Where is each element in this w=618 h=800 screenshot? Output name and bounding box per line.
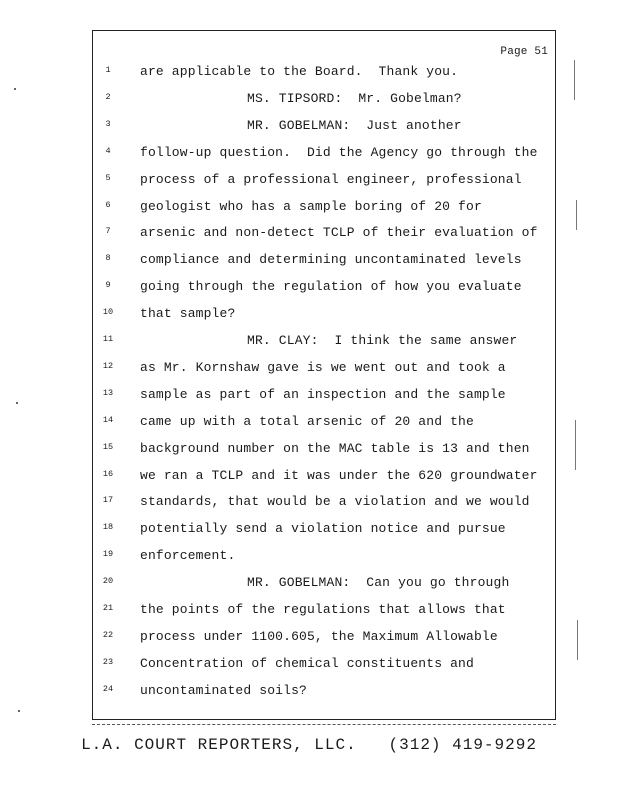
line-text: came up with a total arsenic of 20 and the: [140, 413, 474, 429]
transcript-line: [0, 575, 618, 601]
line-text: as Mr. Kornshaw gave is we went out and took a: [140, 359, 506, 375]
line-number: 19: [102, 549, 114, 560]
transcript-line: [0, 494, 618, 520]
transcript-line: [0, 360, 618, 386]
line-number: 17: [102, 495, 114, 506]
line-number: 16: [102, 468, 114, 479]
bottom-divider: [92, 724, 556, 725]
scan-edge-mark: [577, 620, 578, 660]
line-text: enforcement.: [140, 548, 236, 564]
line-number: 5: [105, 172, 111, 183]
line-number: 21: [102, 603, 114, 613]
line-text: process under 1100.605, the Maximum Allowable: [140, 628, 498, 644]
transcript-line: [0, 629, 618, 655]
line-number: 13: [102, 387, 114, 398]
speaker-line-text: MR. GOBELMAN: Can you go through: [247, 575, 510, 591]
transcript-line: [0, 64, 618, 90]
scan-speck: [18, 710, 20, 712]
line-text: going through the regulation of how you evaluate: [140, 279, 522, 295]
transcript-line: [0, 602, 618, 628]
transcript-line: [0, 414, 618, 440]
line-text: process of a professional engineer, professional: [140, 171, 522, 187]
transcript-line: [0, 306, 618, 332]
line-number: 6: [105, 199, 111, 210]
line-text: standards, that would be a violation and we would: [140, 494, 530, 510]
transcript-line: [0, 145, 618, 171]
line-number: 18: [102, 522, 114, 533]
scan-edge-mark: [574, 60, 575, 100]
transcript-line: [0, 656, 618, 682]
line-text: the points of the regulations that allows that: [140, 602, 506, 617]
line-number: 22: [102, 629, 114, 640]
transcript-line: [0, 333, 618, 359]
transcript-line: [0, 279, 618, 305]
line-number: 1: [105, 65, 111, 75]
transcript-line: [0, 91, 618, 117]
line-number: 7: [105, 226, 111, 237]
court-reporter-footer: L.A. COURT REPORTERS, LLC. (312) 419-9292: [81, 736, 537, 754]
line-number: 4: [105, 145, 111, 156]
line-number: 8: [105, 253, 111, 264]
line-text: uncontaminated soils?: [140, 682, 307, 698]
scan-edge-mark: [576, 200, 577, 230]
speaker-line-text: MR. CLAY: I think the same answer: [247, 333, 518, 348]
line-number: 20: [102, 576, 114, 587]
line-number: 3: [105, 118, 111, 129]
line-number: 15: [102, 441, 114, 452]
line-text: we ran a TCLP and it was under the 620 groundwater: [140, 467, 538, 483]
transcript-line: [0, 441, 618, 467]
line-number: 24: [102, 683, 114, 694]
transcript-line: [0, 252, 618, 278]
line-number: 23: [102, 656, 114, 667]
transcript-line: [0, 548, 618, 574]
page-number: Page 51: [500, 46, 548, 58]
transcript-line: [0, 521, 618, 547]
line-number: 11: [102, 334, 114, 344]
line-number: 10: [102, 307, 114, 318]
line-text: background number on the MAC table is 13 and then: [140, 440, 530, 456]
scan-edge-mark: [575, 420, 576, 470]
transcript-line: [0, 387, 618, 413]
transcript-line: [0, 172, 618, 198]
line-text: Concentration of chemical constituents and: [140, 655, 474, 671]
line-text: sample as part of an inspection and the sample: [140, 386, 506, 402]
line-text: arsenic and non-detect TCLP of their evaluation of: [140, 225, 538, 241]
line-number: 2: [105, 91, 111, 102]
scan-speck: [16, 402, 18, 404]
transcript-line: [0, 118, 618, 144]
line-text: geologist who has a sample boring of 20 for: [140, 198, 482, 214]
speaker-line-text: MR. GOBELMAN: Just another: [247, 117, 462, 133]
line-number: 12: [102, 360, 114, 371]
line-number: 9: [105, 280, 111, 291]
line-text: are applicable to the Board. Thank you.: [140, 64, 459, 79]
speaker-line-text: MS. TIPSORD: Mr. Gobelman?: [247, 90, 462, 106]
line-text: compliance and determining uncontaminated levels: [140, 252, 522, 268]
transcript-line: [0, 199, 618, 225]
transcript-line: [0, 468, 618, 494]
scan-speck: [14, 88, 16, 90]
line-text: follow-up question. Did the Agency go through the: [140, 144, 538, 160]
transcript-line: [0, 225, 618, 251]
line-text: that sample?: [140, 306, 236, 322]
line-text: potentially send a violation notice and pursue: [140, 521, 506, 537]
line-number: 14: [102, 414, 114, 425]
transcript-line: [0, 683, 618, 709]
